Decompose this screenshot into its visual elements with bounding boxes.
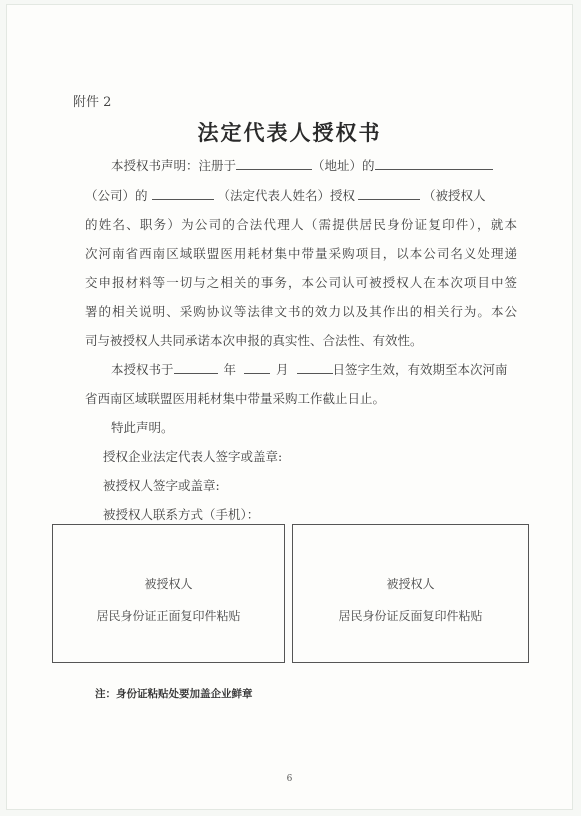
declaration: 特此声明。 [111,420,174,435]
id-front-copy-box [52,524,285,663]
agent-contact-label: 被授权人联系方式（手机）： [103,507,260,522]
attachment-label: 附件 2 [73,95,112,110]
paragraph-1-line-3: 的姓名、职务）为公司的合法代理人（需提供居民身份证复印件），就本 [85,217,517,232]
paragraph-1-line-2: （公司）的 （法定代表人姓名）授权 （被授权人 [85,188,486,203]
address-blank[interactable] [236,157,312,170]
paragraph-1-line-7: 司与被授权人共同承诺本次申报的真实性、合法性、有效性。 [85,333,423,348]
agent-signature-label: 被授权人签字或盖章: [103,478,220,493]
id-back-copy-box [292,524,529,663]
paragraph-2-line-1: 本授权书于 年 月 日签字生效，有效期至本次河南 [111,362,508,377]
paragraph-2-line-2: 省西南区域联盟医用耗材集中带量采购工作截止日止。 [85,391,386,406]
agent-name-blank[interactable] [358,187,420,200]
id-front-box-label: 被授权人 [144,577,193,591]
id-back-box-instruction: 居民身份证反面复印件粘贴 [338,609,483,623]
document-page [6,4,573,810]
seal-note: 注：身份证粘贴处要加盖企业鲜章 [95,688,253,700]
day-blank[interactable] [297,361,333,374]
id-back-box-label: 被授权人 [386,577,435,591]
paragraph-1-line-5: 交申报材料等一切与之相关的事务，本公司认可被授权人在本次项目中签 [85,275,517,290]
paragraph-1-line-4: 次河南省西南区域联盟医用耗材集中带量采购项目，以本公司名义处理递 [85,246,517,261]
page-title: 法定代表人授权书 [197,120,382,145]
page-number: 6 [286,774,293,784]
legal-rep-name-blank[interactable] [152,187,214,200]
paragraph-1-line-1: 本授权书声明：注册于 （地址）的 [111,156,517,174]
id-front-box-instruction: 居民身份证正面复印件粘贴 [96,609,241,623]
company-blank[interactable] [375,157,493,170]
paragraph-1-line-6: 署的相关说明、采购协议等法律文书的效力以及其作出的相关行为。本公 [85,304,517,319]
year-blank[interactable] [174,361,218,374]
month-blank[interactable] [244,361,270,374]
legal-rep-signature-label: 授权企业法定代表人签字或盖章: [103,449,283,464]
